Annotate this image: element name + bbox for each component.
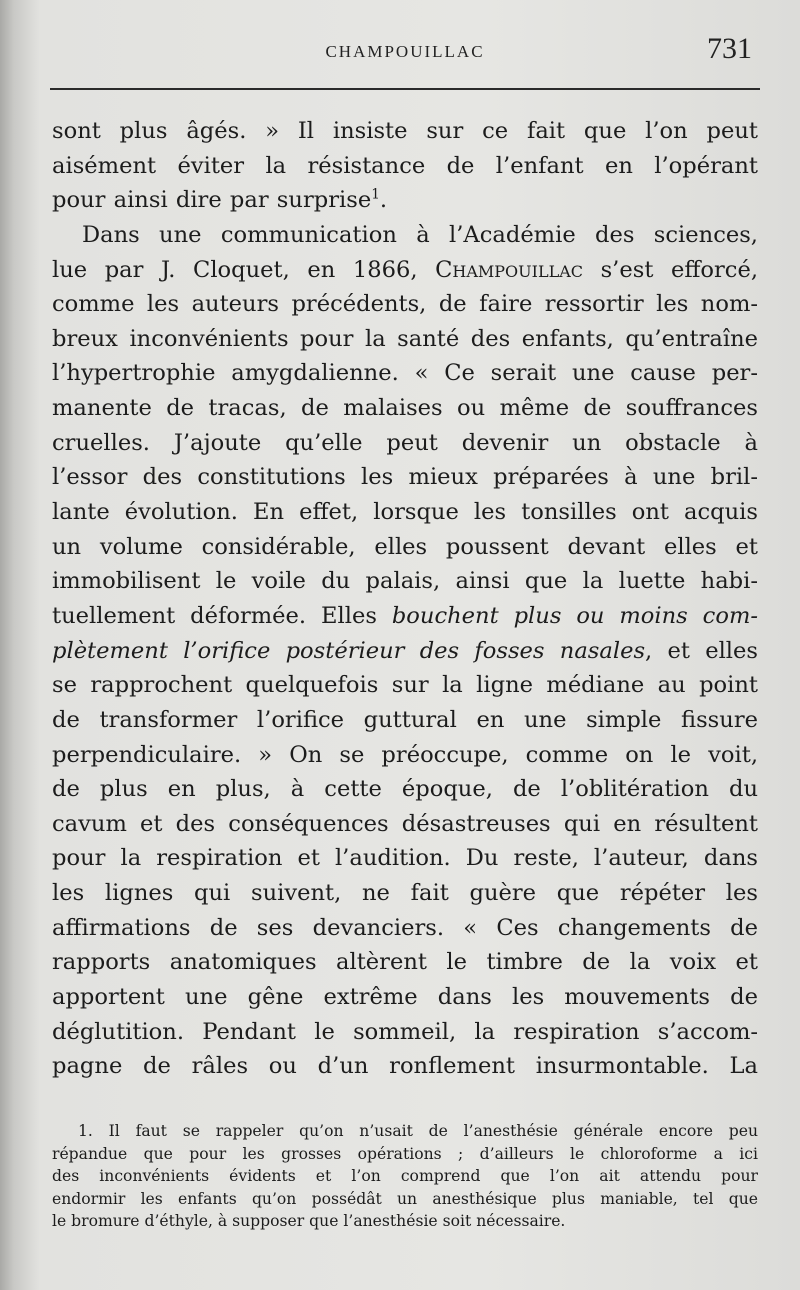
text-line <box>52 253 758 288</box>
footnote-marker: 1 <box>371 186 380 203</box>
text-line: un volume considérable, elles poussent devant elles et <box>52 533 758 560</box>
text-line: sont plus âgés. » Il insiste sur ce fait que l’on peut <box>52 118 758 144</box>
page-number: 731 <box>707 32 752 65</box>
paragraph-start: Dans une communication à l’Académie des sciences, <box>82 221 758 248</box>
text-line: l’essor des constitutions les mieux préparées à une bril- <box>52 464 758 491</box>
text-line: se rapprochent quelquefois sur la ligne médiane au point <box>52 672 758 699</box>
text-line: de plus en plus, à cette époque, de l’oblitération du <box>52 776 758 803</box>
text-line: pagne de râles ou d’un ronflement insurmontable. La <box>52 1053 758 1080</box>
text-line: comme les auteurs précédents, de faire ressortir les nom- <box>52 291 758 318</box>
text-line: de transformer l’orifice guttural en une simple fissure <box>52 706 758 733</box>
text-line <box>52 634 758 669</box>
text-line: apportent une gêne extrême dans les mouvements de <box>52 984 758 1011</box>
running-head: CHAMPOUILLAC <box>325 42 485 61</box>
text-line: cruelles. J’ajoute qu’elle peut devenir un obstacle à <box>52 429 758 456</box>
text-line: déglutition. Pendant le sommeil, la respiration s’accom- <box>52 1018 758 1045</box>
line-text: . <box>379 187 388 214</box>
text-line <box>52 599 758 634</box>
text-line: rapports anatomiques altèrent le timbre de la voix et <box>52 949 758 976</box>
text-line: lante évolution. En effet, lorsque les tonsilles ont acquis <box>52 499 758 526</box>
footnote-line: répandue que pour les grosses opérations ; d’ailleurs le chloroforme a ici <box>52 1144 758 1163</box>
footnote-line: 1. Il faut se rappeler qu’on n’usait de l’anesthésie générale encore peu <box>78 1122 758 1140</box>
italic-quote: plètement l’orifice postérieur des fosses nasales <box>52 637 646 664</box>
text-line: pour la respiration et l’audition. Du reste, l’auteur, dans <box>52 845 758 872</box>
text-line: breux inconvénients pour la santé des enfants, qu’entraîne <box>52 325 758 352</box>
text-line: aisément éviter la résistance de l’enfant en l’opérant <box>52 152 758 179</box>
line-text: lue par J. Cloquet, en 1866, <box>52 256 436 283</box>
footnote-line: le bromure d’éthyle, à supposer que l’anesthésie soit nécessaire. <box>52 1212 566 1231</box>
text-line: manente de tracas, de malaises ou même de souffrances <box>52 395 758 422</box>
italic-quote: bouchent plus ou moins com- <box>391 602 758 629</box>
text-line: affirmations de ses devanciers. « Ces changements de <box>52 914 758 941</box>
footnotes <box>52 1120 758 1233</box>
line-text: pour ainsi dire par surprise <box>52 187 372 214</box>
footnote-line: des inconvénients évidents et l’on comprend que l’on ait attendu pour <box>52 1167 758 1186</box>
text-line <box>52 183 758 218</box>
text-line: l’hypertrophie amygdalienne. « Ce serait une cause per- <box>52 360 758 387</box>
text-line: perpendiculaire. » On se préoccupe, comme on le voit, <box>52 741 758 768</box>
author-name: Champouillac <box>435 256 584 283</box>
footnote-line: endormir les enfants qu’on possédât un anesthésique plus maniable, tel que <box>52 1189 758 1208</box>
text-line: immobilisent le voile du palais, ainsi que la luette habi- <box>52 568 758 595</box>
body-text <box>52 114 758 1084</box>
header-rule <box>50 88 760 90</box>
line-text: , et elles <box>645 637 758 664</box>
text-line: cavum et des conséquences désastreuses qui en résultent <box>52 810 758 837</box>
line-text: s’est efforcé, <box>583 256 758 283</box>
page-header <box>50 32 760 72</box>
text-line: les lignes qui suivent, ne fait guère que répéter les <box>52 880 758 907</box>
line-text: tuellement déformée. Elles <box>52 602 392 629</box>
